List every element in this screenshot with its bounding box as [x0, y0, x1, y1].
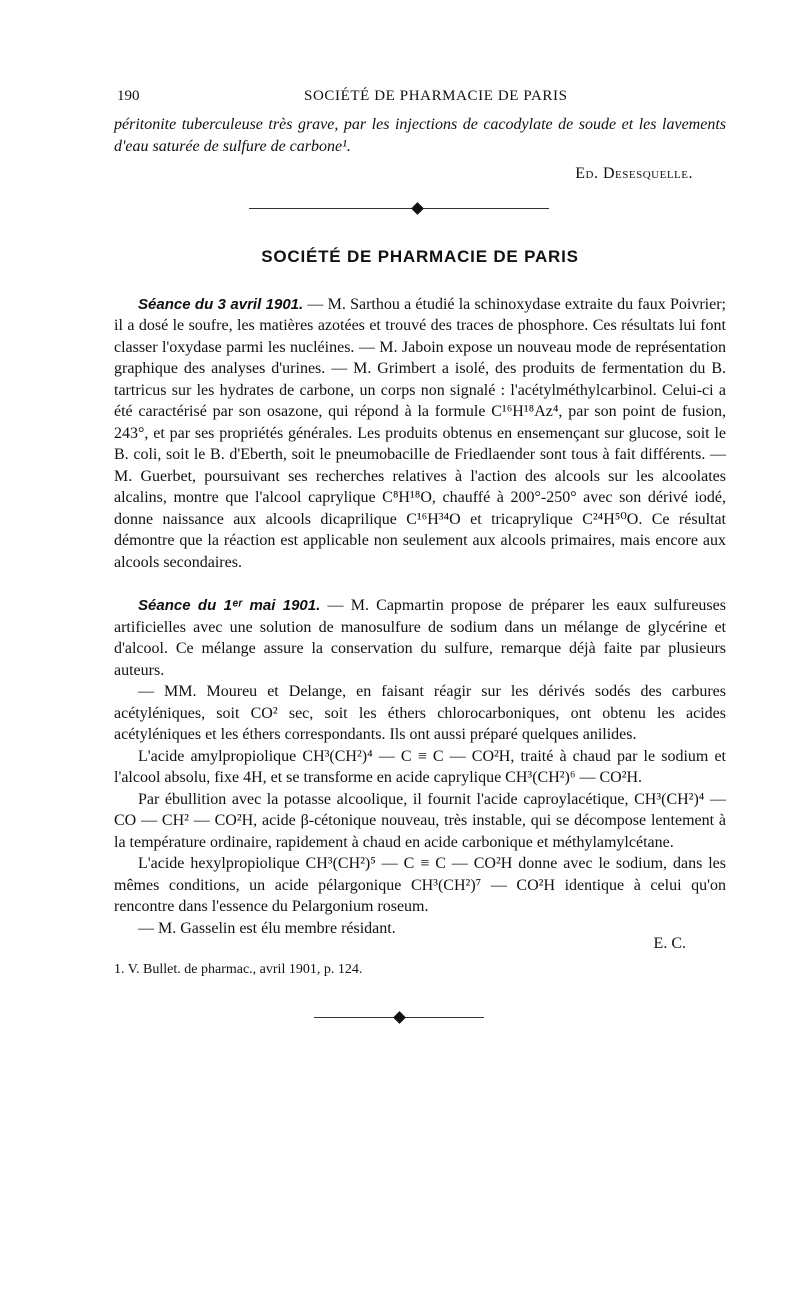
seance-2-heading: Séance du 1ᵉʳ mai 1901. [138, 597, 321, 614]
seance-2-paragraph-2: — MM. Moureu et Delange, en faisant réagir sur les dérivés sodés des carbures acétyléniques, soit CO² sec, soit les éthers chlorocarboniques, ont obtenu les acides acétyléniques et les éthers correspondants. Ils ont aussi préparé quelques anilides. [114, 683, 726, 743]
seance-2-paragraph-4: Par ébullition avec la potasse alcoolique, il fournit l'acide caproylacétique, CH³(CH²)⁴ — CO — CH² — CO²H, acide β-cétonique nouveau, très instable, qui se décompose lentement à la température ordinaire, rapidement à chaud en acide carbonique et méthylamylcétane. [114, 790, 726, 851]
seance-1-text: — M. Sarthou a étudié la schinoxydase extraite du faux Poivrier; il a dosé le soufre, les matières azotées et trouvé des traces de phosphore. Ces résultats lui font classer l'oxydase parmi les nucléines. — M. Jaboin expose un nouveau mode de représentation graphique des analyses d'urines. — M. Grimbert a isolé, des produits de fermentation du B. tartricus sur les hydrates de carbone, un corps non signalé : l'acétylméthylcarbinol. Celui-ci a été caractérisé par son osazone, qui répond à la formule C¹⁶H¹⁸Az⁴, par son point de fusion, 243°, et par ses propriétés générales. Les produits obtenus en ensemençant sur glucose, soit le B. coli, soit le B. d'Eberth, soit le pneumobacille de Friedlaender sont tous à fait différents. — M. Guerbet, poursuivant ses recherches relatives à l'action des alcools sur les alcoolates alcalins, montre que l'alcool caprylique C⁸H¹⁸O, chauffé à 200°-250° avec son dérivé iodé, donne naissance aux alcools dicaprilique C¹⁶H³⁴O et tricaprylique C²⁴H⁵⁰O. Ce résultat démontre que la réaction est applicable non seulement aux alcools primaires, mais encore aux alcools secondaires. [114, 295, 726, 571]
intro-signature: Ed. Desesquelle. [575, 165, 693, 182]
seance-2-paragraph-3: L'acide amylpropiolique CH³(CH²)⁴ — C ≡ C — CO²H, traité à chaud par le sodium et l'alcool absolu, fixe 4H, et se transforme en acide caprylique CH³(CH²)⁶ — CO²H. [114, 747, 726, 786]
footnote: 1. V. Bullet. de pharmac., avril 1901, p. 124. [114, 961, 363, 977]
section-divider [114, 199, 726, 219]
seance-2-paragraph [114, 595, 726, 681]
running-title: SOCIÉTÉ DE PHARMACIE DE PARIS [304, 88, 568, 104]
seance-1-paragraph [114, 294, 726, 574]
seance-2-text: — M. Capmartin propose de préparer les eaux sulfureuses artificielles avec une solution de manosulfure de sodium dans un mélange de glycérine et d'alcool. Ce mélange assure la conservation du sulfure, remarque déjà faite par plusieurs auteurs. [114, 597, 726, 679]
section-title: SOCIÉTÉ DE PHARMACIE DE PARIS [261, 246, 579, 266]
intro-paragraph: péritonite tuberculeuse très grave, par les injections de cacodylate de soude et les lavements d'eau saturée de sulfure de carbone¹. [114, 116, 726, 155]
seance-1-heading: Séance du 3 avril 1901. [138, 295, 304, 313]
end-divider [114, 1008, 726, 1028]
running-header [114, 84, 726, 114]
page-number: 190 [117, 88, 140, 104]
seance-2-paragraph-5: L'acide hexylpropiolique CH³(CH²)⁵ — C ≡ C — CO²H donne avec le sodium, dans les mêmes conditions, un acide pélargonique CH³(CH²)⁷ — CO²H identique à celui qu'on rencontre dans l'essence du Pelargonium roseum. [114, 855, 726, 915]
diamond-ornament-icon [411, 202, 424, 215]
end-diamond-ornament-icon [393, 1011, 406, 1024]
divider-line [249, 208, 549, 209]
seance-2-signature: E. C. [653, 935, 686, 952]
page [114, 84, 726, 1028]
seance-2-paragraph-6: — M. Gasselin est élu membre résidant. [138, 919, 396, 937]
